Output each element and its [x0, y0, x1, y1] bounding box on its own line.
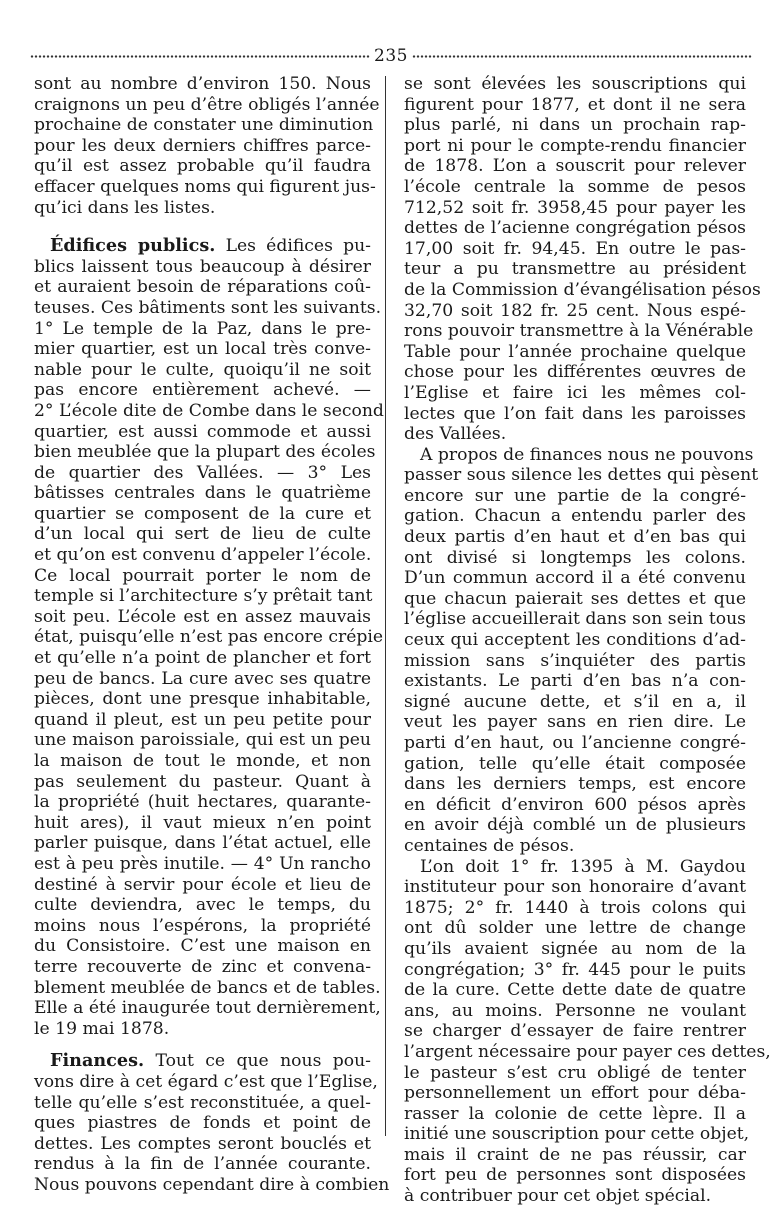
text-line: [404, 1104, 746, 1125]
line-text: bien meublée que la plupart des écoles: [34, 442, 376, 463]
line-text: mais il craint de ne pas réussir, car: [404, 1144, 746, 1165]
text-line: [404, 383, 746, 404]
line-text: prochaine de constater une diminution: [34, 115, 374, 136]
line-text: soit peu. L’école est en assez mauvais: [34, 606, 371, 627]
text-line: [404, 754, 746, 775]
line-text: mission sans s’inquiéter des partis: [404, 650, 746, 671]
section-heading: Édifices publics.: [50, 235, 216, 257]
text-line: [34, 339, 371, 360]
line-text: de quartier des Vallées. — 3° Les: [34, 462, 371, 483]
line-text: et qu’elle n’a point de plancher et fort: [34, 648, 371, 669]
right-column: [400, 74, 771, 1207]
line-text: temple si l’architecture s’y prêtait tant: [34, 586, 373, 607]
left-column: [34, 74, 390, 1195]
line-text: se charger d’essayer de faire rentrer: [404, 1021, 746, 1042]
text-line: [34, 504, 371, 525]
line-text: ans, au moins. Personne ne voulant: [404, 1000, 746, 1021]
text-line: [34, 1134, 371, 1155]
text-line: [34, 854, 371, 875]
text-line: [404, 609, 746, 630]
text-line: [34, 94, 380, 116]
text-line: [404, 74, 746, 95]
line-text: Tout ce que nous pou-: [155, 1051, 371, 1072]
text-line: [404, 301, 746, 322]
text-columns: [34, 74, 771, 1207]
text-line: [404, 321, 754, 342]
line-text: pas seulement du pasteur. Quant à: [34, 771, 371, 792]
line-text: A propos de finances nous ne pouvons: [420, 444, 754, 465]
text-line: [34, 380, 371, 401]
text-line: [404, 980, 746, 1001]
line-text: teur a pu transmettre au président: [404, 259, 746, 280]
text-line: [34, 277, 371, 298]
line-text: à contribuer pour cet objet spécial.: [404, 1186, 712, 1207]
text-line: [34, 297, 382, 319]
line-text: encore sur une partie de la congré-: [404, 485, 746, 506]
text-line: [404, 486, 746, 507]
text-line: [404, 506, 746, 527]
text-line: [34, 1019, 371, 1040]
text-line: [34, 627, 384, 648]
line-text: chose pour les différentes œuvres de: [404, 362, 746, 383]
text-line: [404, 568, 746, 589]
text-line: [404, 424, 746, 445]
line-text: état, puisqu’elle n’est pas encore crépie: [34, 627, 384, 648]
text-line: [404, 630, 746, 651]
line-text: que chacun paierait ses dettes et que: [404, 588, 746, 609]
line-text: 1875; 2° fr. 1440 à trois colons qui: [404, 897, 746, 918]
line-text: est à peu près inutile. — 4° Un rancho: [34, 853, 371, 874]
text-line: [404, 198, 746, 219]
line-text: figurent pour 1877, et dont il ne sera: [404, 94, 746, 115]
line-text: craignons un peu d’être obligés l’année: [34, 94, 380, 115]
line-text: la maison de tout le monde, et non: [34, 751, 371, 771]
text-line: [34, 566, 371, 587]
text-line: [34, 648, 371, 669]
text-line: [404, 795, 746, 816]
text-line: [404, 857, 746, 878]
line-text: terre recouverte de zinc et convena-: [34, 956, 371, 977]
line-text: quartier, est aussi commode et aussi: [34, 421, 371, 442]
text-line: [404, 342, 746, 363]
text-line: [404, 589, 746, 610]
line-text: en avoir déjà comblé un de plusieurs: [404, 815, 746, 836]
line-text: l’Eglise et faire ici les mêmes col-: [404, 382, 746, 403]
text-line: [34, 483, 371, 504]
text-line: [34, 1174, 390, 1196]
text-line: [34, 833, 371, 854]
page-header: [30, 44, 752, 68]
section-heading: Finances.: [50, 1050, 145, 1072]
text-line: [404, 651, 746, 672]
text-line: [34, 772, 371, 793]
text-line: [404, 259, 746, 280]
text-line: [34, 176, 376, 198]
text-line: [404, 918, 746, 939]
line-text: ont divisé si longtemps les colons.: [404, 547, 746, 568]
line-text: et qu’on est convenu d’appeler l’école.: [34, 545, 372, 566]
line-text: qu’ils avaient signée au nom de la: [404, 938, 746, 959]
text-line: [404, 239, 746, 260]
text-line: [34, 751, 371, 772]
line-text: 1° Le temple de la Paz, dans le pre-: [34, 318, 371, 339]
text-line: [404, 362, 746, 383]
text-line: [34, 463, 371, 484]
line-text: rons pouvoir transmettre à la Vénérable: [404, 321, 754, 342]
line-text: Elle a été inaugurée tout dernièrement,: [34, 998, 381, 1019]
line-text: une maison paroissiale, qui est un peu: [34, 730, 371, 751]
line-text: qu’ici dans les listes.: [34, 197, 216, 218]
column-divider: [385, 76, 386, 1136]
line-text: port ni pour le compte-rendu financier: [404, 135, 746, 156]
line-text: L’on doit 1° fr. 1395 à M. Gaydou: [420, 856, 746, 877]
text-line: [404, 877, 746, 898]
header-ornament-left: [30, 53, 370, 59]
text-line: [34, 400, 384, 422]
text-line: [404, 115, 746, 136]
text-line: [34, 916, 371, 937]
line-text: gation, telle qu’elle était composée: [404, 753, 746, 774]
text-line: [404, 898, 746, 919]
text-line: [34, 895, 371, 916]
line-text: moins nous l’espérons, la propriété: [34, 915, 371, 936]
text-line: [34, 957, 371, 978]
line-text: 17,00 soit fr. 94,45. En outre le pas-: [404, 238, 746, 259]
text-line: [404, 960, 746, 981]
text-line: [404, 527, 746, 548]
line-text: l’école centrale la somme de pesos: [404, 176, 746, 197]
line-text: existants. Le parti d’en bas n’a con-: [404, 671, 746, 692]
text-line: [404, 1041, 771, 1063]
text-line: [404, 815, 746, 836]
line-text: d’un local qui sert de lieu de culte: [34, 524, 371, 545]
text-line: [34, 319, 371, 340]
line-text: pas encore entièrement achevé. —: [34, 380, 371, 401]
line-text: deux partis d’en haut et d’en bas qui: [404, 527, 746, 548]
line-text: blement meublée de bancs et de tables.: [34, 977, 381, 998]
text-line: [404, 465, 759, 486]
line-text: de la Commission d’évangélisation pésos: [404, 279, 761, 300]
line-text: la propriété (huit hectares, quarante-: [34, 792, 371, 813]
text-line: [34, 977, 381, 999]
line-text: telle qu’elle s’est reconstituée, a quel-: [34, 1092, 371, 1113]
line-text: quand il pleut, est un peu petite pour: [34, 709, 371, 730]
line-text: instituteur pour son honoraire d’avant: [404, 877, 746, 898]
text-line: [34, 74, 371, 95]
line-text: signé aucune dette, et s’il en a, il: [404, 691, 746, 712]
text-line: [404, 95, 746, 116]
line-text: pour les deux derniers chiffres parce-: [34, 135, 371, 156]
line-text: culte deviendra, avec le temps, du: [34, 895, 371, 916]
text-line: [404, 1083, 746, 1104]
line-text: de la cure. Cette dette date de quatre: [404, 980, 746, 1001]
text-line: [404, 1001, 746, 1022]
line-text: 712,52 soit fr. 3958,45 pour payer les: [404, 197, 746, 218]
text-line: [34, 156, 371, 177]
text-line: [404, 774, 746, 795]
text-line: [34, 998, 381, 1019]
line-text: des Vallées.: [404, 424, 507, 445]
text-line: [34, 236, 371, 257]
text-line: [404, 692, 746, 713]
text-line: [404, 1186, 746, 1207]
line-text: mier quartier, est un local très conve-: [34, 339, 371, 360]
line-text: bâtisses centrales dans le quatrième: [34, 483, 371, 504]
line-text: passer sous silence les dettes qui pèsent: [404, 465, 759, 486]
line-text: le pasteur s’est cru obligé de tenter: [404, 1062, 746, 1083]
line-text: gation. Chacun a entendu parler des: [404, 506, 746, 527]
line-text: lectes que l’on fait dans les paroisses: [404, 403, 746, 424]
line-text: rasser la colonie de cette lèpre. Il a: [404, 1103, 746, 1124]
line-text: congrégation; 3° fr. 445 pour le puits: [404, 959, 746, 980]
line-text: sont au nombre d’environ 150. Nous: [34, 74, 371, 94]
text-line: [404, 671, 746, 692]
text-line: [404, 836, 746, 857]
text-line: [404, 177, 746, 198]
line-text: blics laissent tous beaucoup à désirer: [34, 256, 371, 277]
line-text: en déficit d’environ 600 pésos après: [404, 794, 746, 815]
text-line: [34, 442, 376, 463]
line-text: de 1878. L’on a souscrit pour relever: [404, 156, 746, 177]
text-line: [34, 1154, 371, 1175]
text-line: [34, 115, 374, 136]
line-text: personnellement un effort pour déba-: [404, 1083, 746, 1104]
line-text: parti d’en haut, ou l’ancienne congré-: [404, 733, 746, 753]
line-text: initié une souscription pour cette objet,: [404, 1124, 750, 1145]
line-text: destiné à servir pour école et lieu de: [34, 874, 371, 895]
text-line: [404, 279, 761, 301]
text-line: [404, 1063, 746, 1084]
text-line: [34, 360, 371, 381]
line-text: veut les payer sans en rien dire. Le: [404, 712, 746, 733]
line-text: nable pour le culte, quoiqu’il ne soit: [34, 359, 371, 380]
text-line: [404, 712, 746, 733]
text-line: [34, 1113, 371, 1134]
line-text: dettes. Les comptes seront bouclés et: [34, 1133, 371, 1154]
line-text: se sont élevées les souscriptions qui: [404, 74, 746, 94]
line-text: huit ares), il vaut mieux n’en point: [34, 812, 371, 833]
text-line: [34, 607, 371, 628]
text-line: [34, 1093, 371, 1114]
text-line: [34, 586, 371, 607]
text-line: [34, 936, 371, 957]
line-text: peu de bancs. La cure avec ses quatre: [34, 668, 371, 689]
line-text: Les édifices pu-: [225, 236, 371, 257]
line-text: dans les derniers temps, est encore: [404, 774, 746, 795]
text-line: [34, 669, 371, 690]
paragraph-gap: [34, 218, 371, 236]
line-text: ont dû solder une lettre de change: [404, 918, 746, 939]
text-line: [34, 875, 371, 896]
line-text: pièces, dont une presque inhabitable,: [34, 689, 371, 710]
text-line: [34, 545, 371, 566]
line-text: plus parlé, ni dans un prochain rap-: [404, 115, 746, 136]
text-line: [404, 1165, 746, 1186]
text-line: [404, 136, 746, 157]
text-line: [34, 710, 371, 731]
line-text: ceux qui acceptent les conditions d’ad-: [404, 630, 746, 651]
line-text: et auraient besoin de réparations coû-: [34, 277, 371, 298]
line-text: fort peu de personnes sont disposées: [404, 1165, 746, 1186]
line-text: quartier se composent de la cure et: [34, 503, 371, 524]
text-line: [34, 136, 371, 157]
line-text: l’église accueillerait dans son sein tous: [404, 609, 746, 630]
text-line: [34, 1071, 378, 1093]
line-text: 2° L’école dite de Combe dans le second: [34, 400, 384, 421]
text-line: [404, 404, 746, 425]
line-text: qu’il est assez probable qu’il faudra: [34, 156, 371, 177]
text-line: [34, 813, 371, 834]
text-line: [34, 198, 371, 219]
line-text: l’argent nécessaire pour payer ces dettes,: [404, 1041, 771, 1062]
text-line: [34, 1051, 371, 1072]
line-text: le 19 mai 1878.: [34, 1018, 170, 1039]
line-text: D’un commun accord il a été convenu: [404, 568, 746, 589]
page-number: 235: [374, 46, 408, 66]
text-line: [404, 218, 746, 239]
text-line: [34, 730, 371, 751]
line-text: du Consistoire. C’est une maison en: [34, 936, 371, 957]
line-text: effacer quelques noms qui figurent jus-: [34, 176, 376, 197]
text-line: [34, 689, 371, 710]
line-text: teuses. Ces bâtiments sont les suivants.: [34, 297, 382, 318]
line-text: vons dire à cet égard c’est que l’Eglise,: [34, 1071, 378, 1092]
text-line: [404, 1145, 746, 1166]
text-line: [404, 733, 746, 754]
text-line: [404, 939, 746, 960]
text-line: [34, 422, 371, 443]
line-text: Table pour l’année prochaine quelque: [404, 341, 746, 362]
line-text: ques piastres de fonds et point de: [34, 1113, 371, 1134]
line-text: centaines de pésos.: [404, 835, 575, 856]
text-line: [404, 1124, 750, 1145]
line-text: parler puisque, dans l’état actuel, elle: [34, 833, 371, 854]
line-text: Nous pouvons cependant dire à combien: [34, 1174, 390, 1195]
text-line: [34, 524, 371, 545]
text-line: [404, 548, 746, 569]
text-line: [404, 1021, 746, 1042]
line-text: 32,70 soit 182 fr. 25 cent. Nous espé-: [404, 300, 746, 321]
text-line: [404, 156, 746, 177]
text-line: [34, 792, 371, 813]
line-text: rendus à la fin de l’année courante.: [34, 1154, 371, 1175]
header-ornament-right: [412, 53, 752, 59]
text-line: [34, 257, 371, 278]
line-text: dettes de l’acienne congrégation pésos: [404, 218, 746, 239]
line-text: Ce local pourrait porter le nom de: [34, 565, 371, 586]
text-line: [404, 444, 754, 466]
